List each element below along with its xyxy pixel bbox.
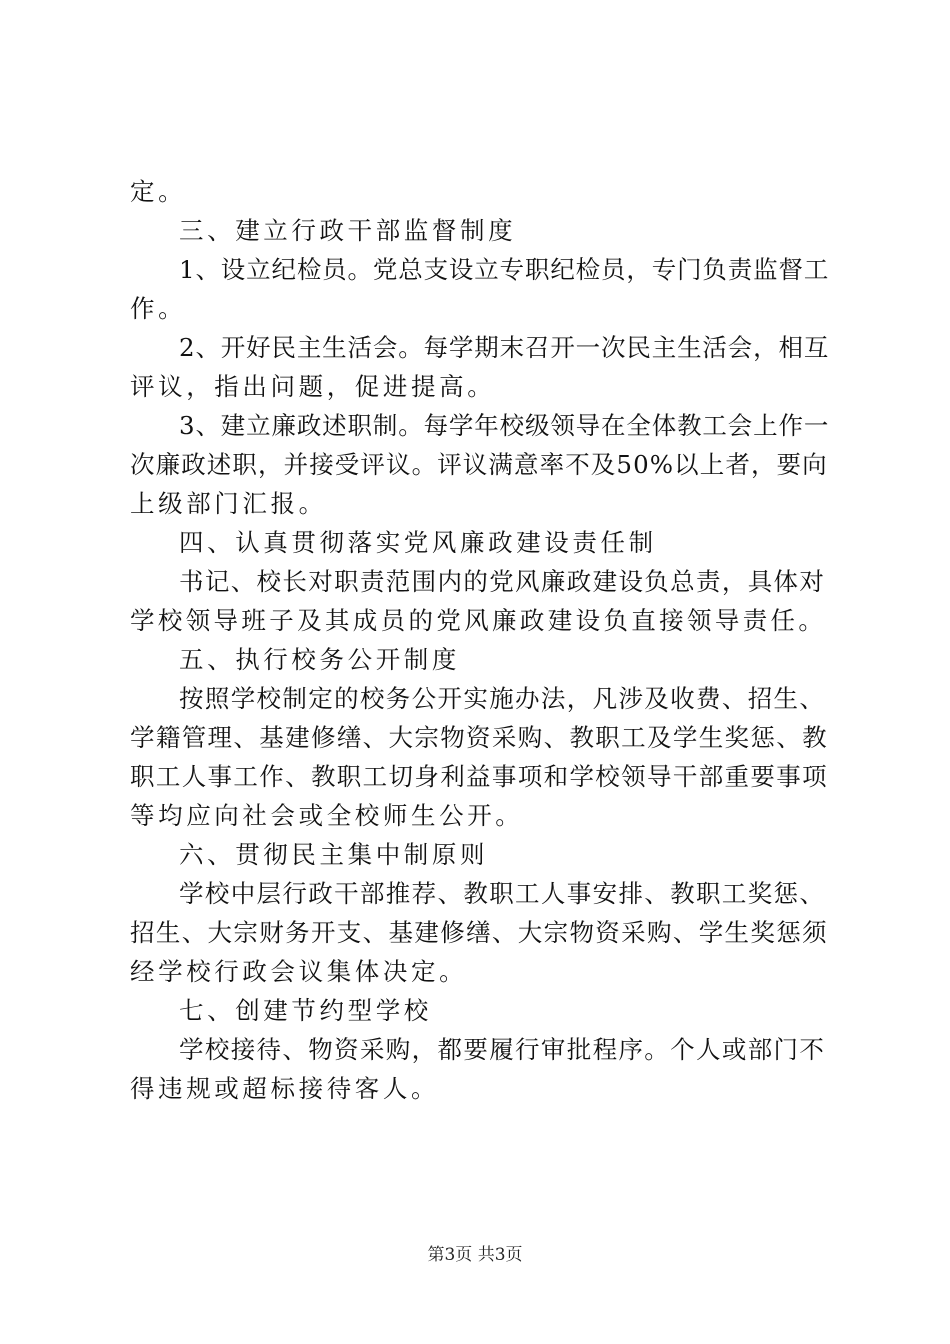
- text-line: 书记、校长对职责范围内的党风廉政建设负总责，具体对: [179, 567, 826, 596]
- section-heading-6: 六、贯彻民主集中制原则: [179, 840, 489, 869]
- text-line: 经学校行政会议集体决定。: [130, 957, 468, 986]
- text-line: 学校领导班子及其成员的党风廉政建设负直接领导责任。: [130, 606, 827, 635]
- section-heading-5: 五、执行校务公开制度: [179, 645, 460, 674]
- text-line: 1、设立纪检员。党总支设立专职纪检员，专门负责监督工: [179, 255, 830, 284]
- text-line: 次廉政述职，并接受评议。评议满意率不及50%以上者，要向: [130, 450, 828, 479]
- section-heading-7: 七、创建节约型学校: [179, 996, 432, 1025]
- section-heading-3: 三、建立行政干部监督制度: [179, 216, 517, 245]
- text-line: 定。: [130, 177, 187, 206]
- text-line: 3、建立廉政述职制。每学年校级领导在全体教工会上作一: [179, 411, 830, 440]
- text-line: 2、开好民主生活会。每学期末召开一次民主生活会，相互: [179, 333, 830, 362]
- page-number-footer: 第3页 共3页: [427, 1245, 523, 1265]
- text-line: 等均应向社会或全校师生公开。: [130, 801, 524, 830]
- text-line: 学校接待、物资采购，都要履行审批程序。个人或部门不: [179, 1035, 826, 1064]
- text-line: 得违规或超标接待客人。: [130, 1074, 440, 1103]
- text-line: 评议，指出问题，促进提高。: [130, 372, 496, 401]
- text-line: 按照学校制定的校务公开实施办法，凡涉及收费、招生、: [179, 684, 826, 713]
- text-line: 学校中层行政干部推荐、教职工人事安排、教职工奖惩、: [179, 879, 826, 908]
- text-line: 职工人事工作、教职工切身利益事项和学校领导干部重要事项: [130, 762, 828, 791]
- text-line: 作。: [130, 294, 187, 323]
- text-line: 招生、大宗财务开支、基建修缮、大宗物资采购、学生奖惩须: [130, 918, 828, 947]
- section-heading-4: 四、认真贯彻落实党风廉政建设责任制: [179, 528, 657, 557]
- text-line: 上级部门汇报。: [130, 489, 327, 518]
- document-body: [130, 172, 830, 1108]
- text-line: 学籍管理、基建修缮、大宗物资采购、教职工及学生奖惩、教: [130, 723, 828, 752]
